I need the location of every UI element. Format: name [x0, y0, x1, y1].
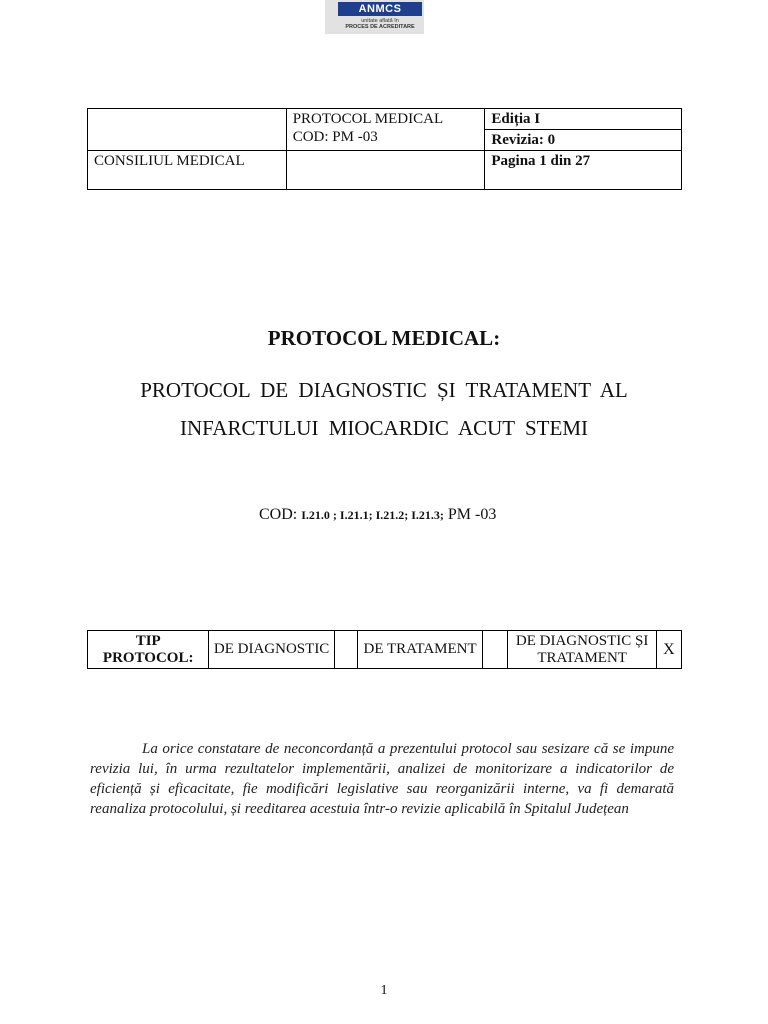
revision-note-paragraph: La orice constatare de neconcordanță a prezentului protocol sau sesizare că se impune revizia lui, în urma rezultatelor implementării, analizei de monitorizare a indicatorilor de eficiență și eficacitate, fie modificări legislative sau reorganizării interne, va fi demarată reanaliza protocolului, și reeditarea acestuia într-o revizie aplicabilă în Spitalul Județean: [90, 741, 674, 817]
header-empty-cell: [88, 109, 287, 151]
protocol-type-table: [87, 630, 682, 669]
protocol-code: COD: PM -03: [292, 129, 378, 145]
revision-cell: Revizia: 0: [485, 130, 682, 151]
header-table: [87, 108, 682, 190]
cod-suffix: PM -03: [443, 506, 497, 523]
protocol-label: PROTOCOL MEDICAL: [292, 111, 444, 127]
page-number: 1: [380, 983, 388, 998]
cod-prefix: COD:: [259, 506, 302, 523]
logo-line2: PROCES DE ACREDITARE: [345, 24, 415, 30]
icd-codes: I.21.0 ; I.21.1; I.21.2; I.21.3;: [301, 508, 444, 522]
anmcs-logo: [325, 0, 424, 34]
edition-cell: Ediția I: [485, 109, 682, 130]
page-count-cell: Pagina 1 din 27: [485, 151, 682, 190]
option-diagnostic-treatment: DE DIAGNOSTIC ȘI TRATAMENT: [508, 631, 657, 669]
department-cell: CONSILIUL MEDICAL: [88, 151, 287, 190]
option-diagnostic: DE DIAGNOSTIC: [209, 631, 334, 669]
protocol-type-label: TIP PROTOCOL:: [88, 631, 209, 669]
subtitle-line2: INFARCTULUI MIOCARDIC ACUT STEMI: [180, 416, 588, 440]
protocol-code-cell: [286, 109, 485, 151]
option-treatment: DE TRATAMENT: [357, 631, 482, 669]
diagnosis-codes: [259, 506, 496, 524]
logo-brand: ANMCS: [338, 2, 422, 16]
header-blank-cell: [286, 151, 485, 190]
subtitle-line1: PROTOCOL DE DIAGNOSTIC ȘI TRATAMENT AL: [140, 378, 628, 402]
document-title: PROTOCOL MEDICAL:: [267, 326, 501, 350]
option-diagnostic-mark: [334, 631, 357, 669]
logo-line1: unitate aflată în: [361, 18, 399, 24]
option-diagnostic-treatment-mark: X: [656, 631, 681, 669]
option-treatment-mark: [483, 631, 508, 669]
